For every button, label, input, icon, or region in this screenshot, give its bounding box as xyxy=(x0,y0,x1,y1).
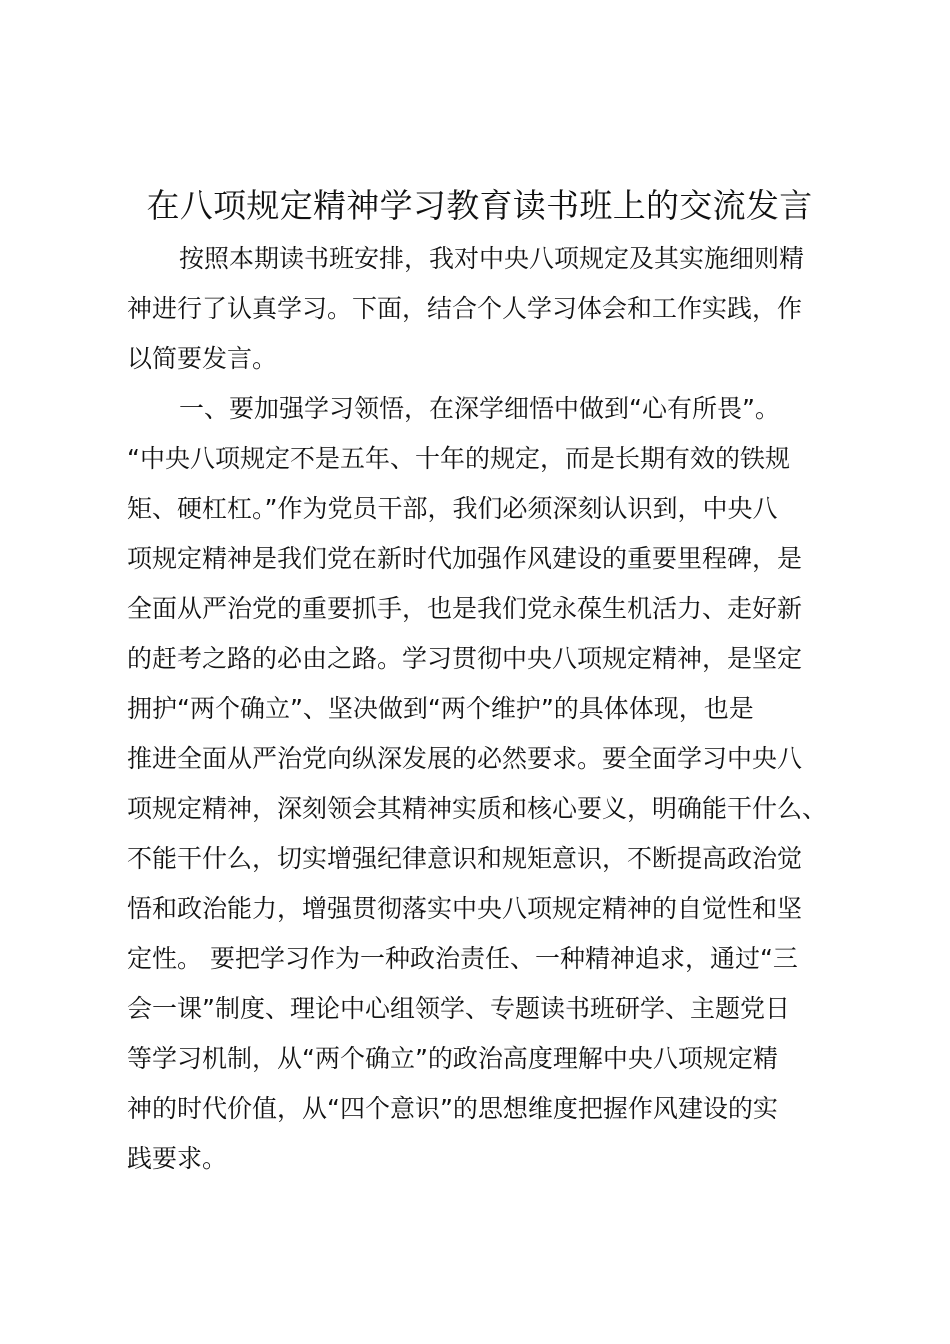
document-page xyxy=(127,178,832,1184)
body-line: 践要求。 xyxy=(127,1144,228,1173)
body-line: 项规定精神，深刻领会其精神实质和核心要义，明确能干什么、 xyxy=(127,794,828,823)
intro-line: 神进行了认真学习。下面，结合个人学习体会和工作实践，作 xyxy=(127,294,803,323)
body-line: 推进全面从严治党向纵深发展的必然要求。要全面学习中央八 xyxy=(127,744,803,773)
intro-paragraph xyxy=(127,234,832,384)
body-line: “中央八项规定不是五年、十年的规定，而是长期有效的铁规 xyxy=(127,444,790,473)
body-line: 神的时代价值，从“四个意识”的思想维度把握作风建设的实 xyxy=(127,1094,778,1123)
body-line: 拥护“两个确立”、坚决做到“两个维护”的具体体现，也是 xyxy=(127,694,754,723)
intro-line: 以简要发言。 xyxy=(127,344,278,373)
body-line: 不能干什么，切实增强纪律意识和规矩意识，不断提高政治觉 xyxy=(127,844,803,873)
body-line: 项规定精神是我们党在新时代加强作风建设的重要里程碑，是 xyxy=(127,544,803,573)
intro-line: 按照本期读书班安排，我对中央八项规定及其实施细则精 xyxy=(179,244,805,273)
body-line: 悟和政治能力，增强贯彻落实中央八项规定精神的自觉性和坚 xyxy=(127,894,803,923)
body-line: 矩、硬杠杠。”作为党员干部，我们必须深刻认识到，中央八 xyxy=(127,494,778,523)
body-line: 全面从严治党的重要抓手，也是我们党永葆生机活力、走好新 xyxy=(127,594,803,623)
document-title: 在八项规定精神学习教育读书班上的交流发言 xyxy=(146,186,813,225)
body-line: 定性。 要把学习作为一种政治责任、一种精神追求，通过“三 xyxy=(127,944,798,973)
section1-paragraph xyxy=(127,384,832,1184)
body-line: 会一课”制度、理论中心组领学、专题读书班研学、主题党日 xyxy=(127,994,790,1023)
body-line: 等学习机制，从“两个确立”的政治高度理解中央八项规定精 xyxy=(127,1044,778,1073)
body-line: 的赶考之路的必由之路。学习贯彻中央八项规定精神，是坚定 xyxy=(127,644,803,673)
section1-heading: 一、要加强学习领悟，在深学细悟中做到“心有所畏”。 xyxy=(179,394,780,423)
